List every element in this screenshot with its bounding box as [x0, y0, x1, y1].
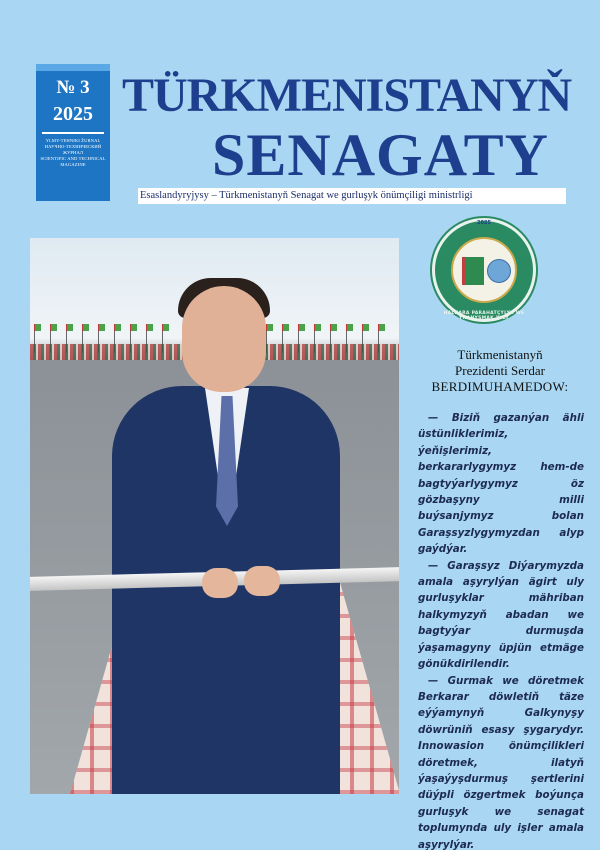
quote-paragraph-1: — Biziň gazanýan ähli üstünliklerimiz, ýeňişlerimiz, berkararlygymyz hem-de bagtyýarlygymyz öz gözbaşyny milli buýsanjymyz bolan Garaşsyzlygymyzdan alyp gaýdýar.	[418, 412, 584, 556]
year-emblem-seal	[432, 218, 536, 322]
masthead-title-line2: SENAGATY	[212, 122, 549, 188]
quote-paragraph-3: — Gurmak we döretmek Berkarar döwletiň täze eýýamynyň Galkynyşy döwrüniň esasy şygarydyr. Innowasion önümçilikleri döretmek, ilatyň ýaşaýyşdurmuş şertlerini düýpli özgertmek boýunça gurluşyk we senagat toplumynda uly işler amala aşyrylýar.	[418, 674, 584, 850]
issue-subtitle-en: SCIENTIFIC AND TECHNICAL MAGAZINE	[40, 156, 106, 167]
speaker-line2: Prezidenti Serdar	[455, 363, 545, 378]
quote-block	[418, 410, 584, 850]
issue-divider	[42, 132, 104, 134]
seal-year: 2025	[477, 220, 491, 226]
issue-year: 2025	[53, 103, 93, 125]
issue-number: № 3	[56, 77, 90, 98]
cover-photo	[30, 238, 399, 794]
issue-box	[36, 64, 110, 201]
seal-ring-text: HALKARA PARAHATÇYLYK WE YNANYŞMAK ÝYLY	[443, 311, 525, 321]
globe-icon	[487, 259, 511, 283]
masthead-title-line1: TÜRKMENISTANYŇ	[122, 69, 572, 122]
issue-box-top-bar	[36, 64, 110, 71]
speaker-attribution	[420, 347, 580, 395]
seal-center	[451, 237, 517, 303]
person-hand-right	[244, 566, 280, 596]
person-hand-left	[202, 568, 238, 598]
speaker-line1: Türkmenistanyň	[457, 347, 543, 362]
issue-subtitle-ru: НАУЧНО-ТЕХНИЧЕСКИЙ ЖУРНАЛ	[44, 144, 102, 155]
flag-icon	[462, 257, 484, 285]
issue-subtitle-tm: YLMY-TEHNIKI ŽURNAL	[45, 138, 101, 143]
quote-paragraph-2: — Garaşsyz Diýarymyzda amala aşyrylýan ägirt uly gurluşyklar mähriban halkymyzyň abadan we bagtyýar durmuşda ýaşamagyny üpjün etmäge gönükdirilendir.	[418, 559, 584, 671]
speaker-name: BERDIMUHAMEDOW:	[431, 379, 569, 394]
publisher-line: Esaslandyryjysy – Türkmenistanyň Senagat we gurluşyk önümçiligi ministrligi	[138, 188, 566, 204]
person-face	[182, 286, 266, 392]
